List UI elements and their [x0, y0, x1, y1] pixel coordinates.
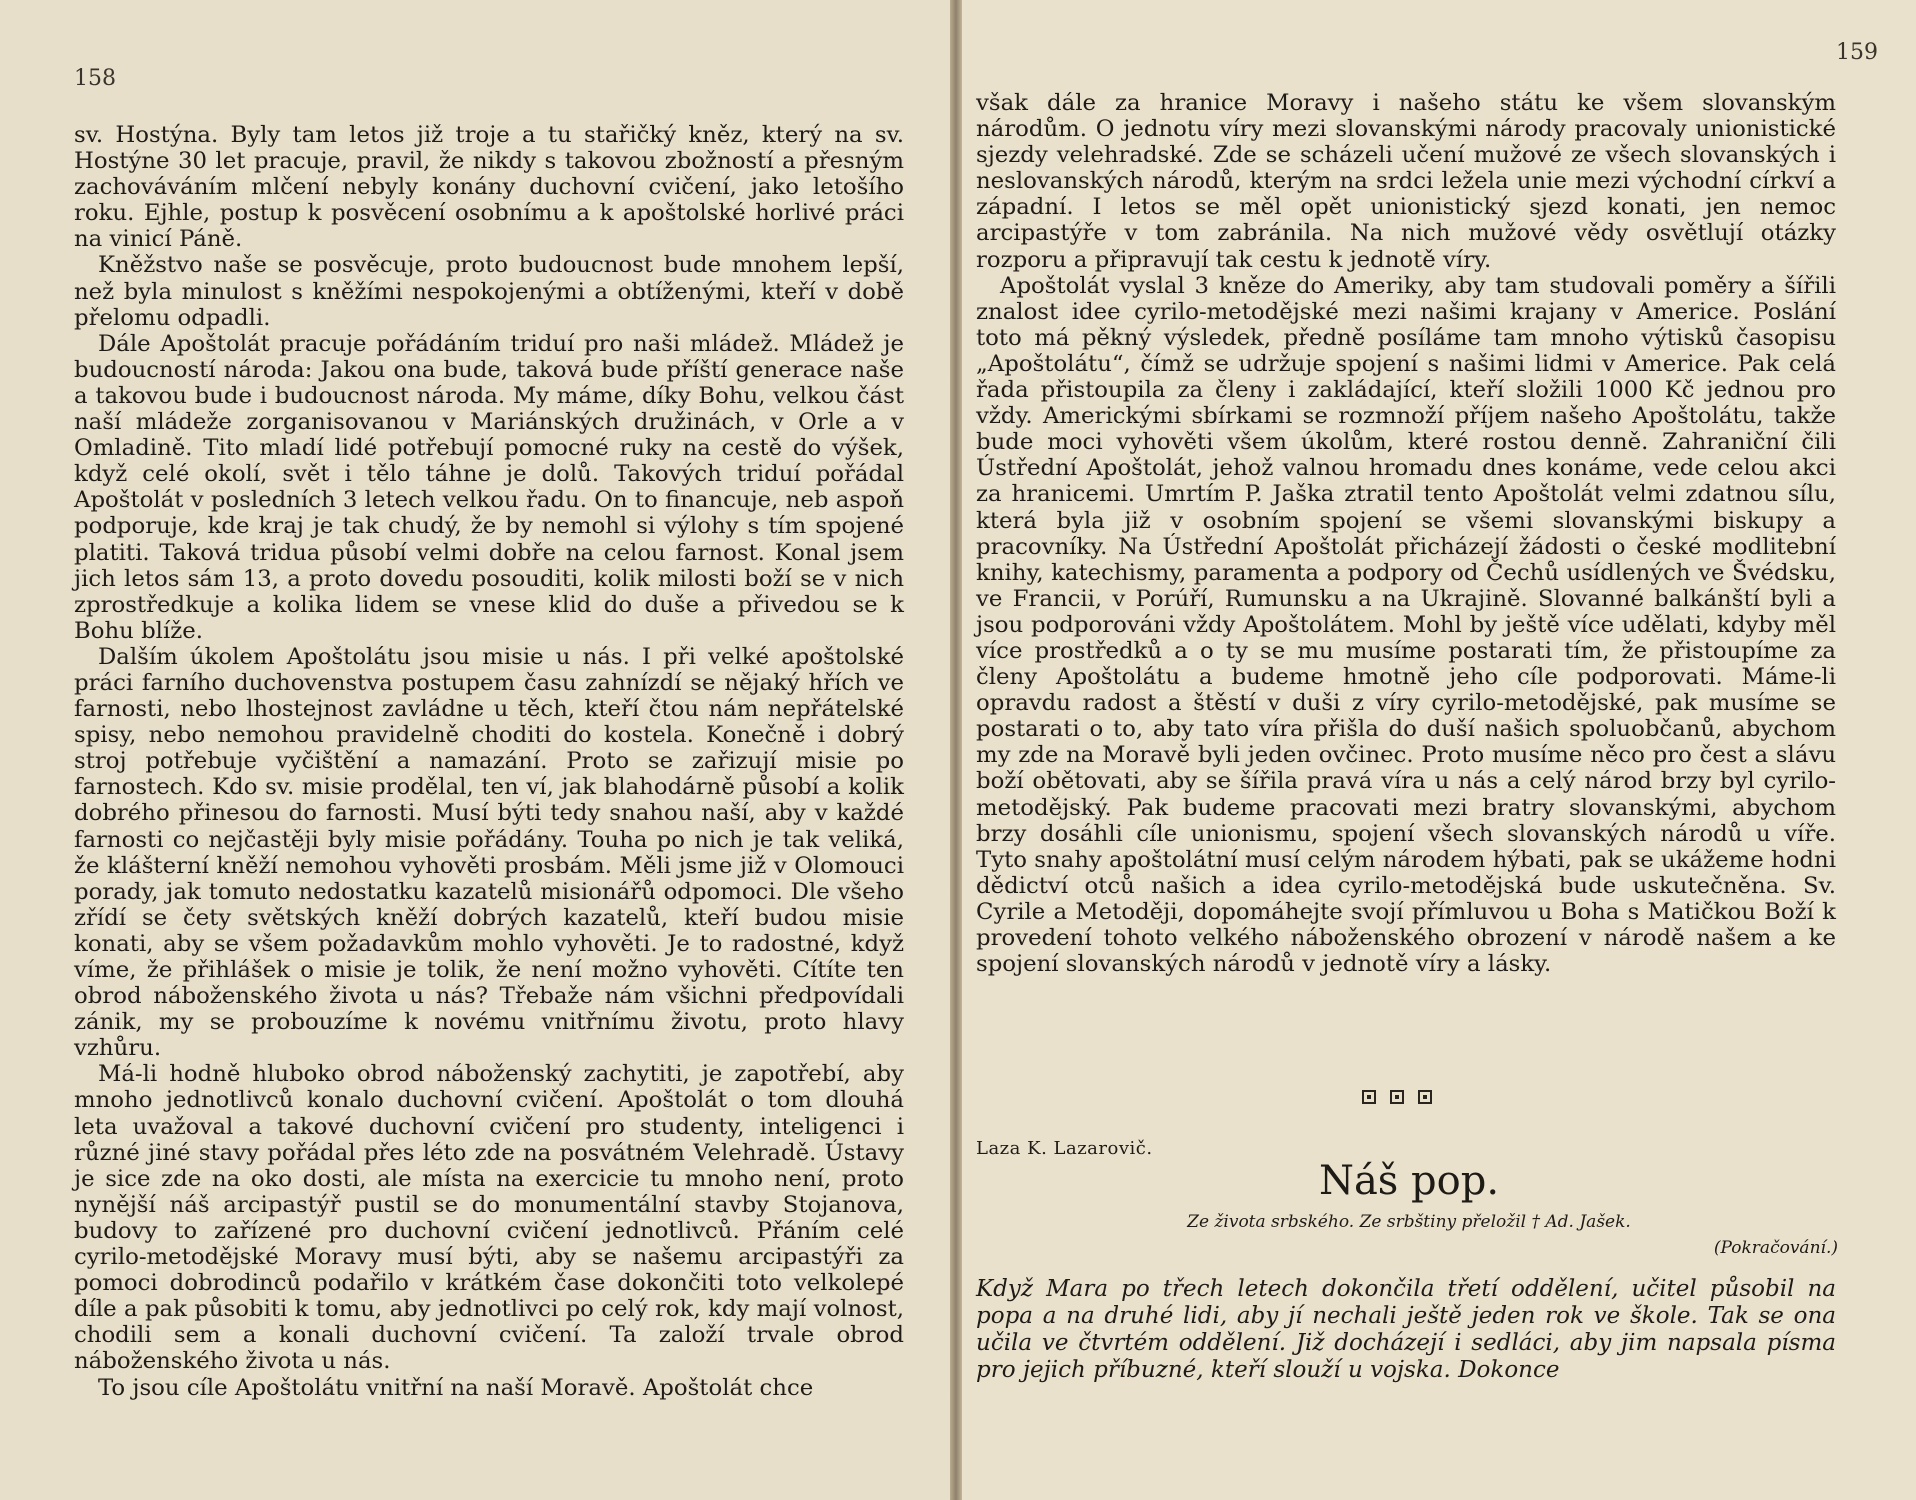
story-title: Náš pop.	[1318, 1158, 1500, 1204]
paragraph: Dalším úkolem Apoštolátu jsou misie u nás. I při velké apoštolské práci farního duchovenstva postupem času zahnízdí se nějaký hřích ve farnosti, nebo lhostejnost zavládne u těch, kteří čtou nám nepřátelské spisy, nebo nemohou pravidelně choditi do kostela. Konečně i dobrý stroj potřebuje vyčištění a namazání. Proto se zařizují misie po farnostech. Kdo sv. misie prodělal, ten ví, jak blahodárně působí a kolik dobrého přinesou do farnosti. Musí býti tedy snahou naší, aby v každé farnosti co nejčastěji byly misie pořádány. Touha po nich je tak veliká, že klášterní kněží nemohou vyhověti prosbám. Měli jsme již v Olomouci porady, jak tomuto nedostatku kazatelů misionářů odpomoci. Dle všeho zřídí se čety světských kněží dobrých kazatelů, kteří budou misie konati, aby se všem požadavkům mohlo vyhověti. Je to radostné, když víme, že přihlášek o misie je tolik, že není možno vyhověti. Cítíte ten obrod náboženského života u nás? Třebaže nám všichni předpovídali zánik, my se probouzíme k novému vnitřnímu životu, proto hlavy vzhůru.	[74, 643, 904, 1062]
paragraph: To jsou cíle Apoštolátu vnitřní na naší Moravě. Apoštolát chce	[98, 1374, 814, 1401]
paragraph: Má-li hodně hluboko obrod náboženský zachytiti, je zapotřebí, aby mnoho jednotlivců konalo duchovní cvičení. Apoštolát o tom dlouhá leta uvažoval a takové duchovní cvičení pro studenty, inteligenci i různé jiné stavy pořádal přes léto zde na posvátném Velehradě. Ústavy je sice zde na oko dosti, ale místa na exercicie tu mnoho není, proto nynější náš arcipastýř pustil se do monumentální stavby Stojanova, budovy to zařízené pro duchovní cvičení jednotlivců. Přáním celé cyrilo-metodějské Moravy musí býti, aby se našemu arcipastýři za pomoci dobrodinců podařilo v krátkém čase dokončiti toto velkolepé díle a pak působiti k tomu, aby jednotlivci po celý rok, kdy mají volnost, chodili sem a konali duchovní cvičení. Ta založí trvale obrod náboženského života u nás.	[74, 1061, 904, 1375]
left-page-text	[74, 122, 904, 1401]
right-page-text	[976, 90, 1836, 977]
paragraph: Kněžstvo naše se posvěcuje, proto budoucnost bude mnohem lepší, než byla minulost s kněžími nespokojenými a obtíženými, kteří v době přelomu odpadli.	[74, 252, 904, 331]
page-number-right: 159	[1836, 40, 1878, 65]
story-author: Laza K. Lazarovič.	[976, 1138, 1153, 1159]
ornament-square-icon	[1390, 1090, 1404, 1104]
right-page	[962, 0, 1916, 1500]
paragraph: však dále za hranice Moravy i našeho státu ke všem slovanským národům. O jednotu víry mezi slovanskými národy pracovaly unionistické sjezdy velehradské. Zde se scházeli učení mužové ze všech slovanských i neslovanských národů, kterým na srdci ležela unie mezi východní církví a západní. I letos se měl opět unionistický sjezd konati, jen nemoc arcipastýře v tom zabránila. Na nich mužové vědy osvětlují otázky rozporu a připravují tak cestu k jednotě víry.	[976, 90, 1836, 273]
paragraph: sv. Hostýna. Byly tam letos již troje a tu stařičký kněz, který na sv. Hostýne 30 let pracuje, pravil, že nikdy s takovou zbožností a přesným zachováváním mlčení nebyly konány duchovní cvičení, jako letošího roku. Ejhle, postup k posvěcení osobnímu a k apoštolské horlivé práci na vinicí Páně.	[74, 122, 904, 253]
paragraph: Apoštolát vyslal 3 kněze do Ameriky, aby tam studovali poměry a šířili znalost idee cyrilo-metodějské mezi našimi krajany v Americe. Poslání toto má pěkný výsledek, předně posíláme tam mnoho výtisků časopisu „Apoštolátu“, čímž se udržuje spojení s našimi lidmi v Americe. Pak celá řada přistoupila za členy i zakládající, kteří složili 1000 Kč jednou pro vždy. Americkými sbírkami se rozmnoží příjem našeho Apoštolátu, takže bude moci vyhověti všem úkolům, které rostou denně. Zahraniční čili Ústřední Apoštolát, jehož valnou hromadu dnes konáme, vede celou akci za hranicemi. Umrtím P. Jaška ztratil tento Apoštolát velmi zdatnou sílu, která byla již v osobním spojení se všemi slovanskými biskupy a pracovníky. Na Ústřední Apoštolát přicházejí žádosti o české modlitební knihy, katechismy, paramenta a podpory od Čechů usídlených ve Švédsku, ve Francii, v Porúří, Rumunsku a na Ukrajině. Slovanné balkánští byli a jsou podporováni vždy Apoštolátem. Mohl by ještě více udělati, kdyby měl více prostředků a o ty se mu musíme postarati tím, že přistoupíme za členy Apoštolátu a budeme hmotně jeho cíle podporovati. Máme-li opravdu radost a štěstí v duši z víry cyrilo-metodějské, pak musíme se postarati o to, aby tato víra přišla do duší našich spoluobčanů, abychom my zde na Moravě byli jeden ovčinec. Proto musíme něco pro čest a slávu boží obětovati, aby se šířila pravá víra u nás a celý národ brzy byl cyrilo-metodějský. Pak budeme pracovati mezi bratry slovanskými, abychom brzy dosáhli cíle unionismu, spojení všech slovanských národů u víře. Tyto snahy apoštolátní musí celým národem hýbati, pak se ukážeme hodni dědictví otců našich a idea cyrilo-metodějská bude uskutečněna. Sv. Cyrile a Metoději, dopomáhejte svojí přímluvou u Boha s Matičkou Boží k provedení tohoto velkého náboženského obrození v národě našem a ke spojení slovanských národů v jednotě víry a lásky.	[976, 272, 1836, 978]
page-number-left: 158	[74, 66, 116, 91]
left-page	[0, 0, 950, 1500]
ornament-square-icon	[1362, 1090, 1376, 1104]
section-divider-ornament	[1362, 1090, 1432, 1104]
story-subtitle: Ze života srbského. Ze srbštiny přeložil † Ad. Jašek.	[1187, 1212, 1631, 1232]
story-text: Když Mara po třech letech dokončila třetí oddělení, učitel působil na popa a na druhé lidi, aby jí nechali ještě jeden rok ve škole. Tak se ona učila ve čtvrtém oddělení. Již docházejí i sedláci, aby jim napsala písma pro jejich příbuzné, kteří slouží u vojska. Dokonce	[976, 1276, 1836, 1383]
continuation-note: (Pokračování.)	[1713, 1238, 1838, 1258]
paragraph: Dále Apoštolát pracuje pořádáním triduí pro naši mládež. Mládež je budoucností národa: Jakou ona bude, taková bude příští generace naše a takovou bude i budoucnost národa. My máme, díky Bohu, velkou část naší mládeže zorganisovanou v Mariánských družinách, v Orle a v Omladině. Tito mladí lidé potřebují pomocné ruky na cestě do výšek, když celé okolí, svět i tělo táhne je dolů. Takových triduí pořádal Apoštolát v posledních 3 letech velkou řadu. On to financuje, neb aspoň podporuje, kde kraj je tak chudý, že by nemohl si výlohy s tím spojené platiti. Taková tridua působí velmi dobře na celou farnost. Konal jsem jich letos sám 13, a proto dovedu posouditi, kolik milosti boží se v nich zprostředkuje a kolika lidem se vnese klid do duše a přivedou se k Bohu blíže.	[74, 330, 904, 644]
ornament-square-icon	[1418, 1090, 1432, 1104]
book-gutter	[950, 0, 962, 1500]
